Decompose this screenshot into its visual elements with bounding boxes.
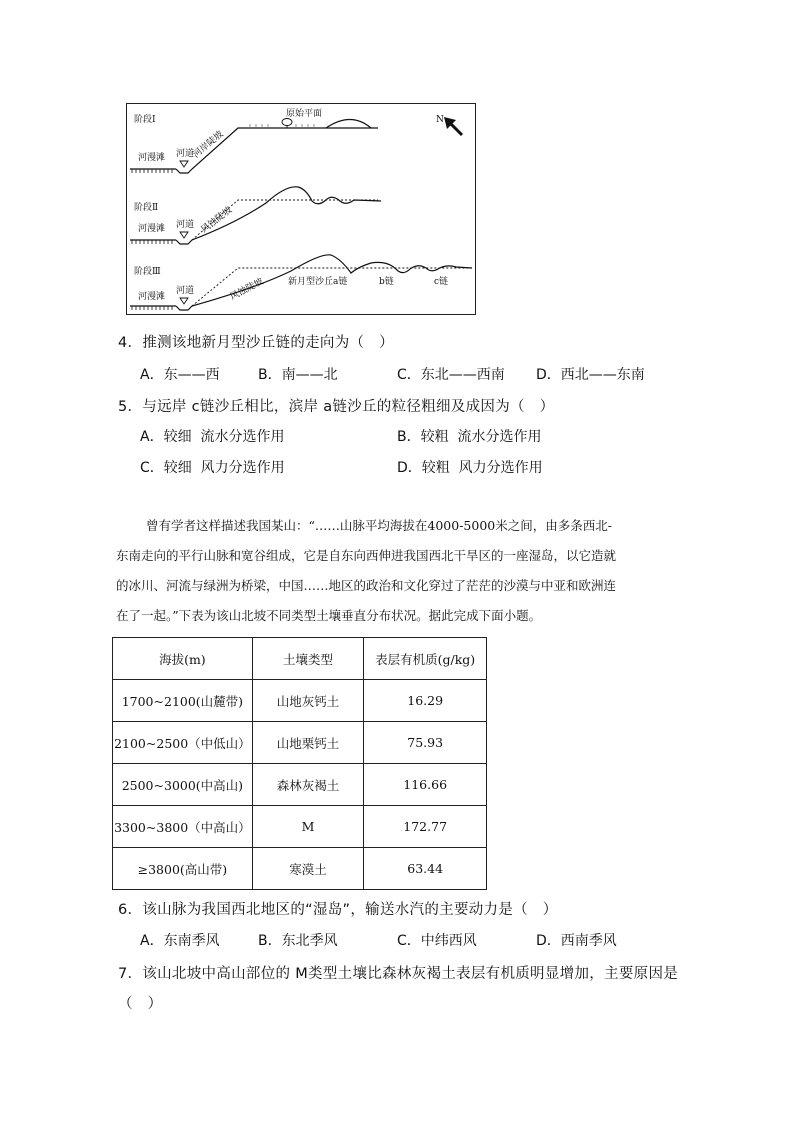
q4-stem: 4．推测该地新月型沙丘链的走向为（ ） — [118, 335, 394, 351]
table-cell: 山地灰钙土 — [252, 680, 364, 722]
table-cell: 63.44 — [364, 848, 487, 890]
table-header-cell: 海拔(m) — [113, 638, 253, 680]
north-label: N — [436, 115, 444, 125]
q4-option-d[interactable]: D．西北——东南 — [536, 367, 645, 383]
table-cell: 1700~2100(山麓带) — [113, 680, 253, 722]
table-row — [113, 806, 487, 848]
stage3-floodplain-label: 河漫滩 — [138, 292, 166, 302]
stage3-channel-label: 河道 — [176, 286, 195, 296]
q7-stem-line2: （ ） — [118, 996, 163, 1012]
stage1-profile — [130, 120, 378, 174]
passage-line: 的冰川、河流与绿洲为桥梁，中国……地区的政治和文化穿过了茫茫的沙漠与中亚和欧洲连 — [116, 578, 617, 593]
stage2-label: 阶段Ⅱ — [134, 203, 159, 213]
table-row — [113, 764, 487, 806]
table-cell: 116.66 — [364, 764, 487, 806]
q4-option-a[interactable]: A．东——西 — [140, 367, 220, 383]
q6-option-b[interactable]: B．东北季风 — [258, 933, 338, 949]
q5-option-c[interactable]: C．较细 风力分选作用 — [140, 460, 285, 476]
table-cell: 森林灰褐土 — [252, 764, 364, 806]
stage3-chain-a-label: 新月型沙丘a链 — [288, 277, 348, 287]
table-cell: 16.29 — [364, 680, 487, 722]
q6-stem: 6．该山脉为我国西北地区的“湿岛”，输送水汽的主要动力是（ ） — [118, 902, 558, 918]
q7-stem-line1: 7．该山北坡中高山部位的 M类型土壤比森林灰褐土表层有机质明显增加，主要原因是 — [118, 966, 679, 982]
stage1-floodplain-hatch — [132, 169, 172, 173]
table-row — [113, 848, 487, 890]
q5-option-b[interactable]: B．较粗 流水分选作用 — [397, 429, 542, 445]
table-cell: 2500~3000(中高山) — [113, 764, 253, 806]
stage3-label: 阶段Ⅲ — [134, 267, 161, 277]
q4-option-b[interactable]: B．南——北 — [258, 367, 338, 383]
north-arrow-icon — [444, 117, 462, 135]
table-row — [113, 722, 487, 764]
stage2-floodplain-label: 河漫滩 — [138, 224, 166, 234]
table-cell: 172.77 — [364, 806, 487, 848]
stage1-label: 阶段Ⅰ — [134, 115, 156, 125]
soil-table — [112, 637, 487, 890]
table-cell: 3300~3800（中高山） — [113, 806, 253, 848]
stage2-floodplain-hatch — [132, 240, 172, 244]
tree-icon — [282, 119, 292, 129]
stage1-slope-label: 河岸陡坡 — [191, 129, 226, 161]
table-header-cell: 表层有机质(g/kg) — [364, 638, 487, 680]
table-cell: 2100~2500（中低山） — [113, 722, 253, 764]
q5-option-d[interactable]: D．较粗 风力分选作用 — [397, 460, 543, 476]
stage2-profile — [130, 187, 381, 244]
stage3-chain-b-label: b链 — [379, 277, 394, 287]
stage2-channel-label: 河道 — [176, 220, 195, 230]
q4-option-c[interactable]: C．东北——西南 — [397, 367, 505, 383]
table-cell: 75.93 — [364, 722, 487, 764]
passage-line: 在了一起。”下表为该山北坡不同类型土壤垂直分布状况。据此完成下面小题。 — [116, 608, 542, 623]
stage1-plain-label: 原始平面 — [286, 109, 323, 119]
table-cell: 山地栗钙土 — [252, 722, 364, 764]
passage-line: 东南走向的平行山脉和宽谷组成，它是自东向西伸进我国西北干旱区的一座湿岛，以它造就 — [116, 548, 617, 563]
stage3-water-level-icon — [180, 298, 188, 304]
stage1-channel-label: 河道 — [176, 149, 195, 159]
table-header-row — [113, 638, 487, 680]
table-cell: ≥3800(高山带) — [113, 848, 253, 890]
stage3-slope-label: 风蚀陡坡 — [228, 276, 266, 303]
stage2-slope-label: 风蚀陡坡 — [199, 205, 235, 236]
stage2-water-level-icon — [180, 232, 188, 238]
stage1-floodplain-label: 河漫滩 — [138, 153, 166, 163]
table-row — [113, 680, 487, 722]
q5-stem: 5．与远岸 c链沙丘相比，滨岸 a链沙丘的粒径粗细及成因为（ ） — [118, 399, 555, 415]
q6-option-d[interactable]: D．西南季风 — [536, 933, 617, 949]
q6-option-a[interactable]: A．东南季风 — [140, 933, 220, 949]
stage3-floodplain-hatch — [132, 306, 172, 310]
passage-line: 曾有学者这样描述我国某山：“……山脉平均海拔在4000-5000米之间，由多条西北- — [146, 518, 612, 533]
stage3-chain-c-label: c链 — [434, 277, 449, 287]
q5-option-a[interactable]: A．较细 流水分选作用 — [140, 429, 285, 445]
stage1-water-level-icon — [180, 161, 188, 167]
passage — [116, 511, 616, 631]
table-cell: 寒漠土 — [252, 848, 364, 890]
table-cell: M — [252, 806, 364, 848]
q6-option-c[interactable]: C．中纬西风 — [397, 933, 477, 949]
table-header-cell: 土壤类型 — [252, 638, 364, 680]
dune-evolution-figure — [126, 103, 476, 315]
